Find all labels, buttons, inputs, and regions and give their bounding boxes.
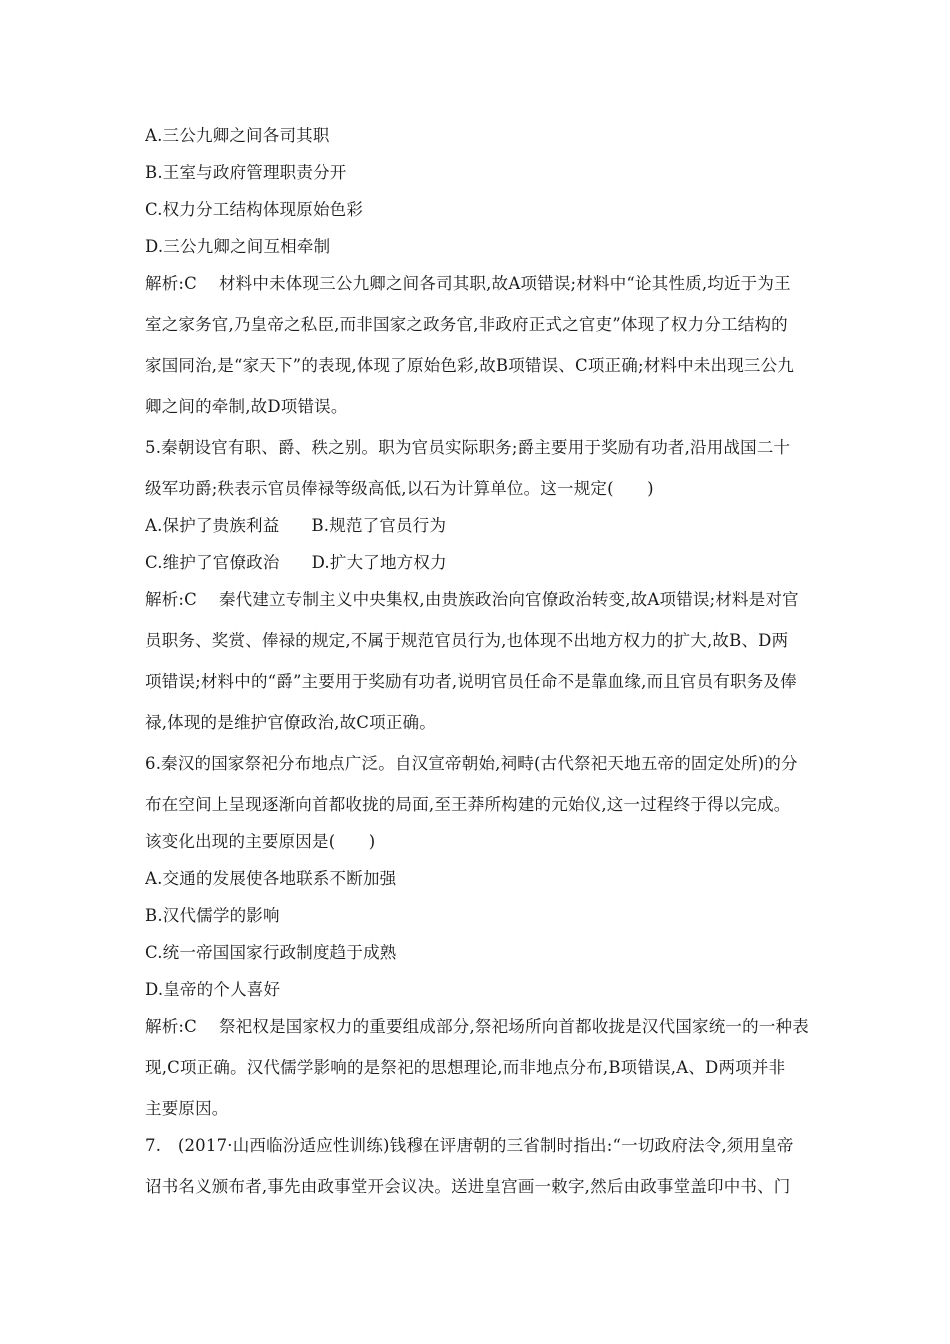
q4-analysis-line-3: 家国同治,是“家天下”的表现,体现了原始色彩,故B项错误、C项正确;材料中未出现三公九 xyxy=(145,356,795,375)
q6-analysis-line-2: 现,C项正确。汉代儒学影响的是祭祀的思想理论,而非地点分布,B项错误,A、D两项并非 xyxy=(145,1058,786,1077)
q5-stem-line-2: 级军功爵;秩表示官员俸禄等级高低,以石为计算单位。这一规定( ) xyxy=(145,479,654,498)
q5-option-c: C.维护了官僚政治 xyxy=(145,553,280,572)
q5-analysis-text: 秦代建立专制主义中央集权,由贵族政治向官僚政治转变,故A项错误;材料是对官 xyxy=(218,590,799,609)
q6-analysis-line-1 xyxy=(145,1016,810,1038)
q5-analysis-line-3: 项错误;材料中的“爵”主要用于奖励有功者,说明官员任命不是靠血缘,而且官员有职务及俸 xyxy=(145,672,797,691)
q4-option-a: A.三公九卿之间各司其职 xyxy=(145,126,330,145)
q5-options-row-1 xyxy=(145,515,810,537)
q5-option-a: A.保护了贵族利益 xyxy=(145,516,280,535)
q6-stem-line-1: 6.秦汉的国家祭祀分布地点广泛。自汉宣帝朝始,祠畤(古代祭祀天地五帝的固定处所)的分 xyxy=(145,754,798,773)
q6-analysis-label: 解析:C xyxy=(145,1017,197,1036)
q5-options-row-2 xyxy=(145,552,810,574)
q5-analysis-line-1 xyxy=(145,589,810,611)
q4-option-d: D.三公九卿之间互相牵制 xyxy=(145,237,331,256)
q7-stem-line-1: 7. (2017·山西临汾适应性训练)钱穆在评唐朝的三省制时指出:“一切政府法令,须用皇帝 xyxy=(145,1136,794,1155)
q5-stem-line-1: 5.秦朝设官有职、爵、秩之别。职为官员实际职务;爵主要用于奖励有功者,沿用战国二十 xyxy=(145,438,791,457)
q5-analysis-label: 解析:C xyxy=(145,590,197,609)
q6-option-a: A.交通的发展使各地联系不断加强 xyxy=(145,869,397,888)
q6-analysis-line-3: 主要原因。 xyxy=(145,1099,229,1118)
q6-option-d: D.皇帝的个人喜好 xyxy=(145,980,281,999)
q4-option-b: B.王室与政府管理职责分开 xyxy=(145,163,347,182)
q6-option-c: C.统一帝国国家行政制度趋于成熟 xyxy=(145,943,397,962)
q6-stem-line-2: 布在空间上呈现逐渐向首都收拢的局面,至王莽所构建的元始仪,这一过程终于得以完成。 xyxy=(145,795,791,814)
q5-option-b: B.规范了官员行为 xyxy=(311,516,447,535)
q4-analysis-line-4: 卿之间的牵制,故D项错误。 xyxy=(145,397,348,416)
q4-option-c: C.权力分工结构体现原始色彩 xyxy=(145,200,364,219)
q5-analysis-line-2: 员职务、奖赏、俸禄的规定,不属于规范官员行为,也体现不出地方权力的扩大,故B、D两 xyxy=(145,631,789,650)
q6-stem-line-3: 该变化出现的主要原因是( ) xyxy=(145,832,376,851)
q5-option-d: D.扩大了地方权力 xyxy=(311,553,447,572)
q6-option-b: B.汉代儒学的影响 xyxy=(145,906,280,925)
q4-analysis-line-1 xyxy=(145,273,810,295)
q4-analysis-text: 材料中未体现三公九卿之间各司其职,故A项错误;材料中“论其性质,均近于为王 xyxy=(218,274,791,293)
q6-analysis-text: 祭祀权是国家权力的重要组成部分,祭祀场所向首都收拢是汉代国家统一的一种表 xyxy=(218,1017,809,1036)
q4-analysis-label: 解析:C xyxy=(145,274,197,293)
q4-analysis-line-2: 室之家务官,乃皇帝之私臣,而非国家之政务官,非政府正式之官吏”体现了权力分工结构的 xyxy=(145,315,788,334)
q5-analysis-line-4: 禄,体现的是维护官僚政治,故C项正确。 xyxy=(145,713,436,732)
q7-stem-line-2: 诏书名义颁布者,事先由政事堂开会议决。送进皇宫画一敕字,然后由政事堂盖印中书、门 xyxy=(145,1177,791,1196)
